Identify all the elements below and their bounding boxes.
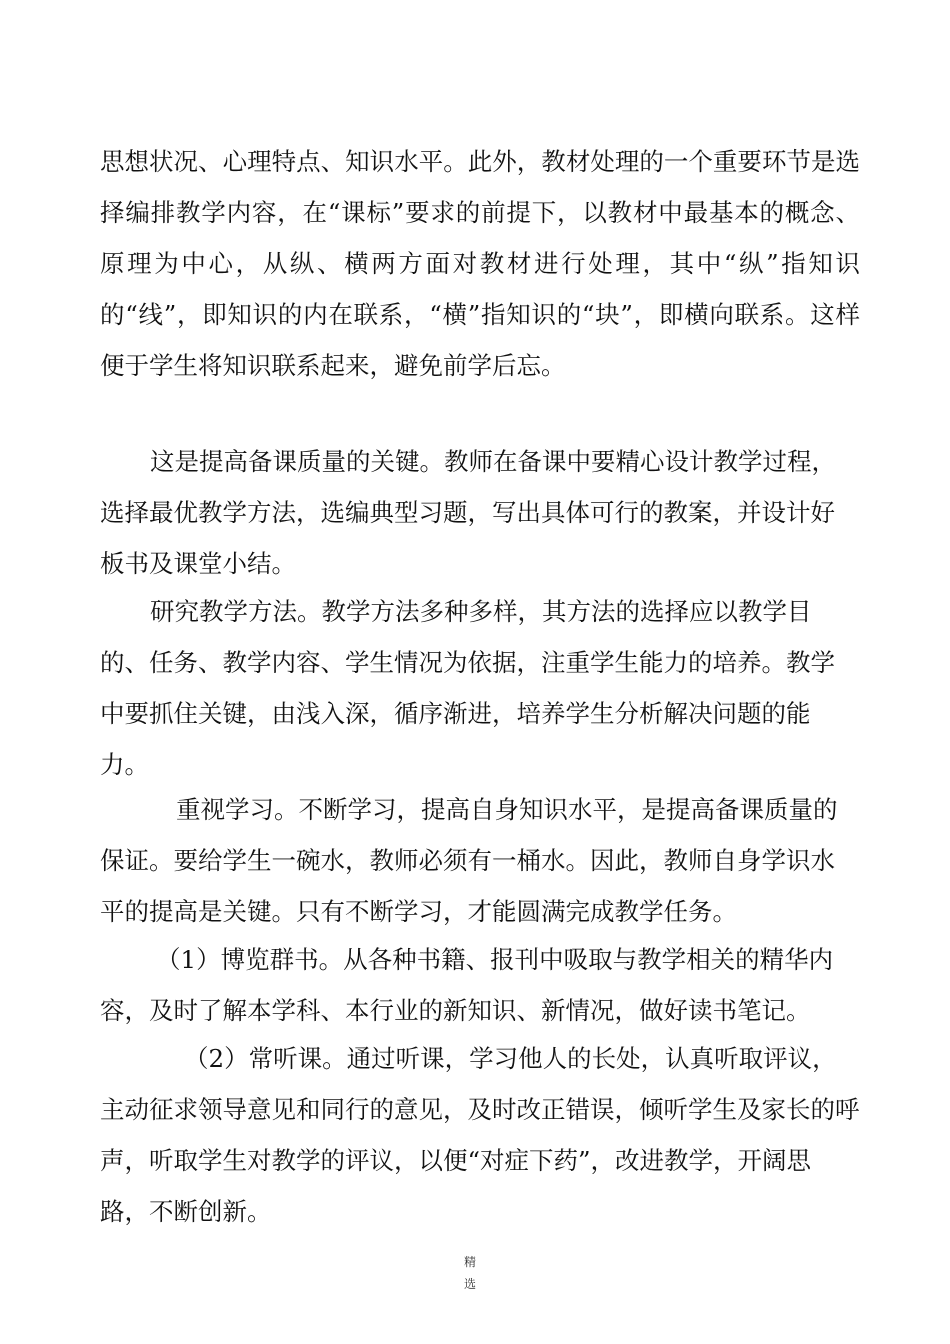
paragraph-teaching-material-processing: 思想状况、心理特点、知识水平。此外，教材处理的一个重要环节是选择编排教学内容，在“课标”要求的前提下，以教材中最基本的概念、原理为中心，从纵、横两方面对教材进行处理，其中“纵”指知识的“线”，即知识的内在联系，“横”指知识的“块”，即横向联系。这样便于学生将知识联系起来，避免前学后忘。 [100,147,860,380]
page-footer [450,1251,490,1295]
footer-line-2: 选 [463,1277,476,1291]
paragraph-value-learning: 重视学习。不断学习，提高自身知识水平，是提高备课质量的保证。要给学生一碗水，教师必须有一桶水。因此，教师自身学识水平的提高是关键。只有不断学习，才能圆满完成教学任务。 [100,795,838,926]
paragraph-read-widely: （1）博览群书。从各种书籍、报刊中吸取与教学相关的精华内容，及时了解本学科、本行业的新知识、新情况，做好读书笔记。 [100,945,834,1025]
paragraph-lesson-design: 这是提高备课质量的关键。教师在备课中要精心设计教学过程，选择最优教学方法，选编典型习题，写出具体可行的教案，并设计好板书及课堂小结。 [100,447,836,578]
paragraph-attend-lessons: （2）常听课。通过听课，学习他人的长处，认真听取评议，主动征求领导意见和同行的意见，及时改正错误，倾听学生及家长的呼声，听取学生对教学的评议，以便“对症下药”，改进教学，开阔思路，不断创新。 [100,1044,860,1226]
paragraph-teaching-methods: 研究教学方法。教学方法多种多样，其方法的选择应以教学目的、任务、教学内容、学生情况为依据，注重学生能力的培养。教学中要抓住关键，由浅入深，循序渐进，培养学生分析解决问题的能力。 [100,597,835,779]
footer-line-1: 精 [463,1255,476,1269]
